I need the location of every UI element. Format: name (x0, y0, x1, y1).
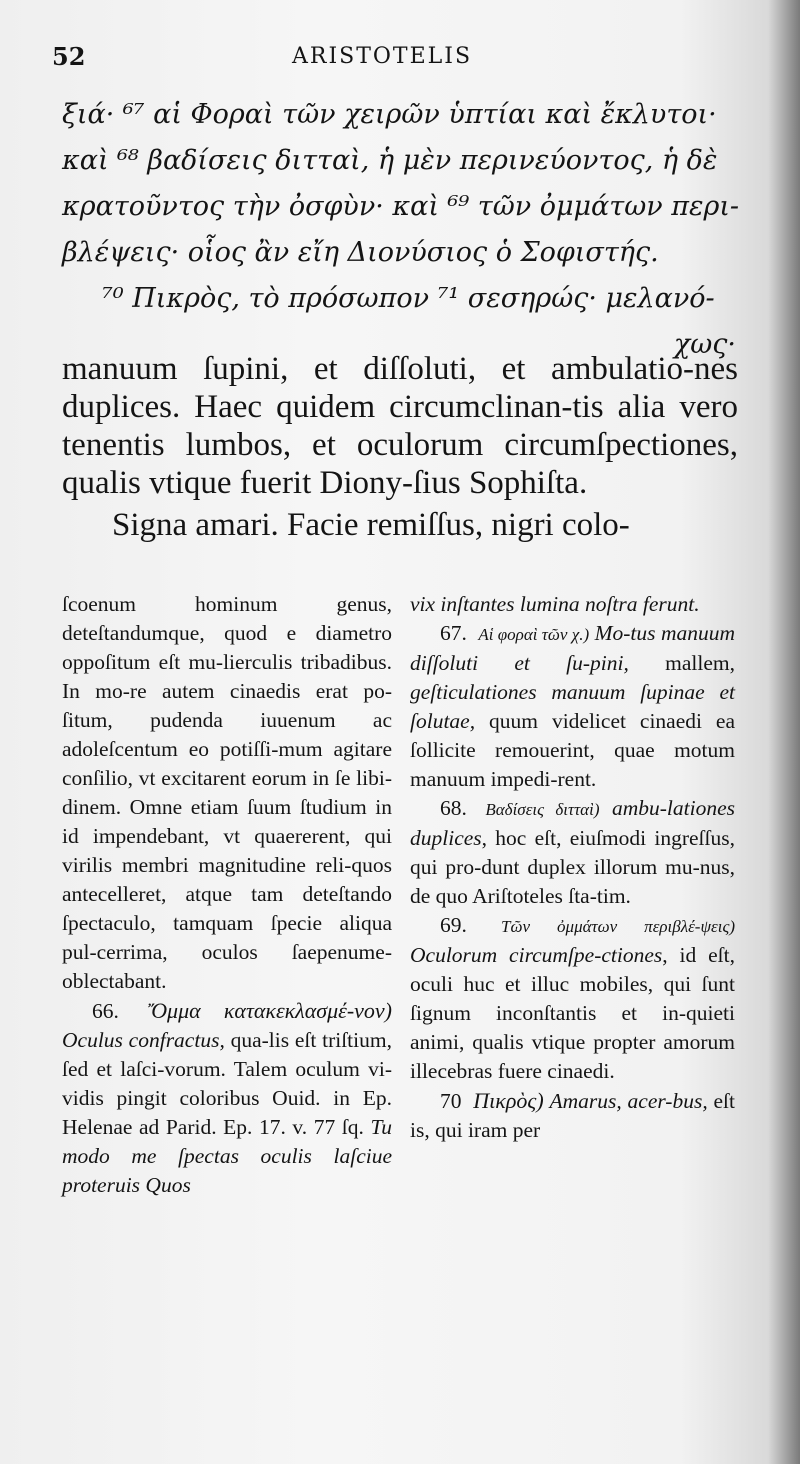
note-text: eſt is, qui iram per (410, 1089, 736, 1142)
note-lemma-greek: Πικρὸς) (473, 1088, 544, 1113)
greek-text-block (62, 92, 742, 368)
latin-translation (62, 350, 738, 544)
note-gloss: ambu-lationes duplices (410, 796, 736, 850)
note-emendation: geſticulationes manuum ſupinae et ſolutae, (410, 680, 735, 733)
greek-line: ξιά· ⁶⁷ αἱ Φοραὶ τῶν χειρῶν ὑπτίαι καὶ ἔκλυτοι· (62, 99, 717, 130)
note-number: 66. (92, 999, 119, 1023)
note-quote: Tu modo me ſpectas oculis laſciue proteruis Quos (62, 1115, 393, 1197)
note-text: quum videlicet cinaedi ea ſollicite remouerint, quae motum manuum impedi-rent. (410, 709, 735, 791)
note-lemma-greek: Τῶν ὀμμάτων περιβλέ-ψεις) (501, 917, 735, 936)
note-number: 68. (440, 796, 467, 820)
latin-paragraph: Signa amari. Facie remiſſus, nigri colo- (112, 507, 630, 543)
greek-line-end: χως· (673, 329, 736, 360)
note-text: , id eſt, oculi huc et illuc mobiles, qui ſunt ſignum inconſtantis et in-quieti animi, qualis vtique propter amorum illecebras fuere cinaedi. (410, 943, 735, 1083)
commentary-note-70 (410, 1086, 735, 1145)
note-text: , hoc eſt, eiuſmodi ingreſſus, qui pro-dunt duplex illorum mu-nus, de quo Ariſtoteles ſta-tim. (410, 826, 735, 908)
note-text: mallem, (665, 651, 736, 675)
page-header (52, 42, 742, 82)
note-gloss: Mo-tus manuum diſſoluti et ſu-pini, (410, 621, 736, 675)
note-number: 70 (440, 1089, 462, 1113)
quote-continuation: vix inſtantes lumina noſtra ferunt. (410, 592, 700, 616)
greek-line: καὶ ⁶⁸ βαδίσεις διτταὶ, ἡ μὲν περινεύοντος, ἡ δὲ (62, 145, 718, 176)
note-number: 69. (440, 913, 467, 937)
page-number: 52 (52, 42, 86, 71)
commentary-note-66 (62, 996, 392, 1200)
commentary-note-69 (410, 911, 735, 1086)
note-lemma-greek: Ὄμμα κατακεκλασμέ-νον) (147, 998, 392, 1023)
note-lemma-greek: Αἱ φοραὶ τῶν χ.) (478, 625, 590, 644)
note-gloss: Oculus confractus, (62, 1028, 225, 1052)
note-text: qua-lis eſt triſtium, ſed et laſci-vorum. Talem oculum vi-vidis pingit coloribus Ouid. in Ep. Helenae ad Parid. Ep. 17. v. 77 ſq. (62, 1028, 392, 1139)
note-gloss: Oculorum circumſpe-ctiones (410, 943, 663, 967)
greek-line: κρατοῦντος τὴν ὀσφὺν· καὶ ⁶⁹ τῶν ὀμμάτων περι- (62, 191, 740, 222)
note-lemma-greek: Βαδίσεις διτταὶ) (485, 800, 600, 819)
commentary-note-67 (410, 619, 735, 794)
greek-line: βλέψεις· οἷος ἂν εἴη Διονύσιος ὁ Σοφιστής. (62, 237, 659, 268)
commentary-note-68 (410, 794, 735, 911)
latin-paragraph: manuum ſupini, et diſſoluti, et ambulatio-nes duplices. Haec quidem circumclinan-tis alia vero tenentis lumbos, et oculorum circumſpectiones, qualis vtique fuerit Diony-ſius Sophiſta. (62, 351, 738, 501)
running-title: ARISTOTELIS (292, 44, 473, 69)
note-gloss: Amarus, acer-bus, (549, 1089, 708, 1113)
commentary-right-column (410, 590, 735, 1145)
note-number: 67. (440, 621, 467, 645)
commentary-paragraph: ſcoenum hominum genus, deteſtandumque, quod e diametro oppoſitum eſt mu-lierculis tribadibus. In mo-re autem cinaedis erat po-ſitum, pudenda iuuenum ac adoleſcentum eo potiſſi-mum agitare conſilio, vt excitarent eorum in ſe libi-dinem. Omne etiam ſuum ſtudium in id impendebant, vt quaererent, qui virilis membri magnitudine reli-quos antecelleret, atque tam deteſtando ſpectaculo, tamquam ſpecie aliqua pul-cerrima, oculos ſaepenume-oblectabant. (62, 592, 392, 993)
commentary-left-column (62, 590, 392, 1200)
greek-line: ⁷⁰ Πικρὸς, τὸ πρόσωπον ⁷¹ σεσηρώς· μελανό- (102, 283, 715, 314)
